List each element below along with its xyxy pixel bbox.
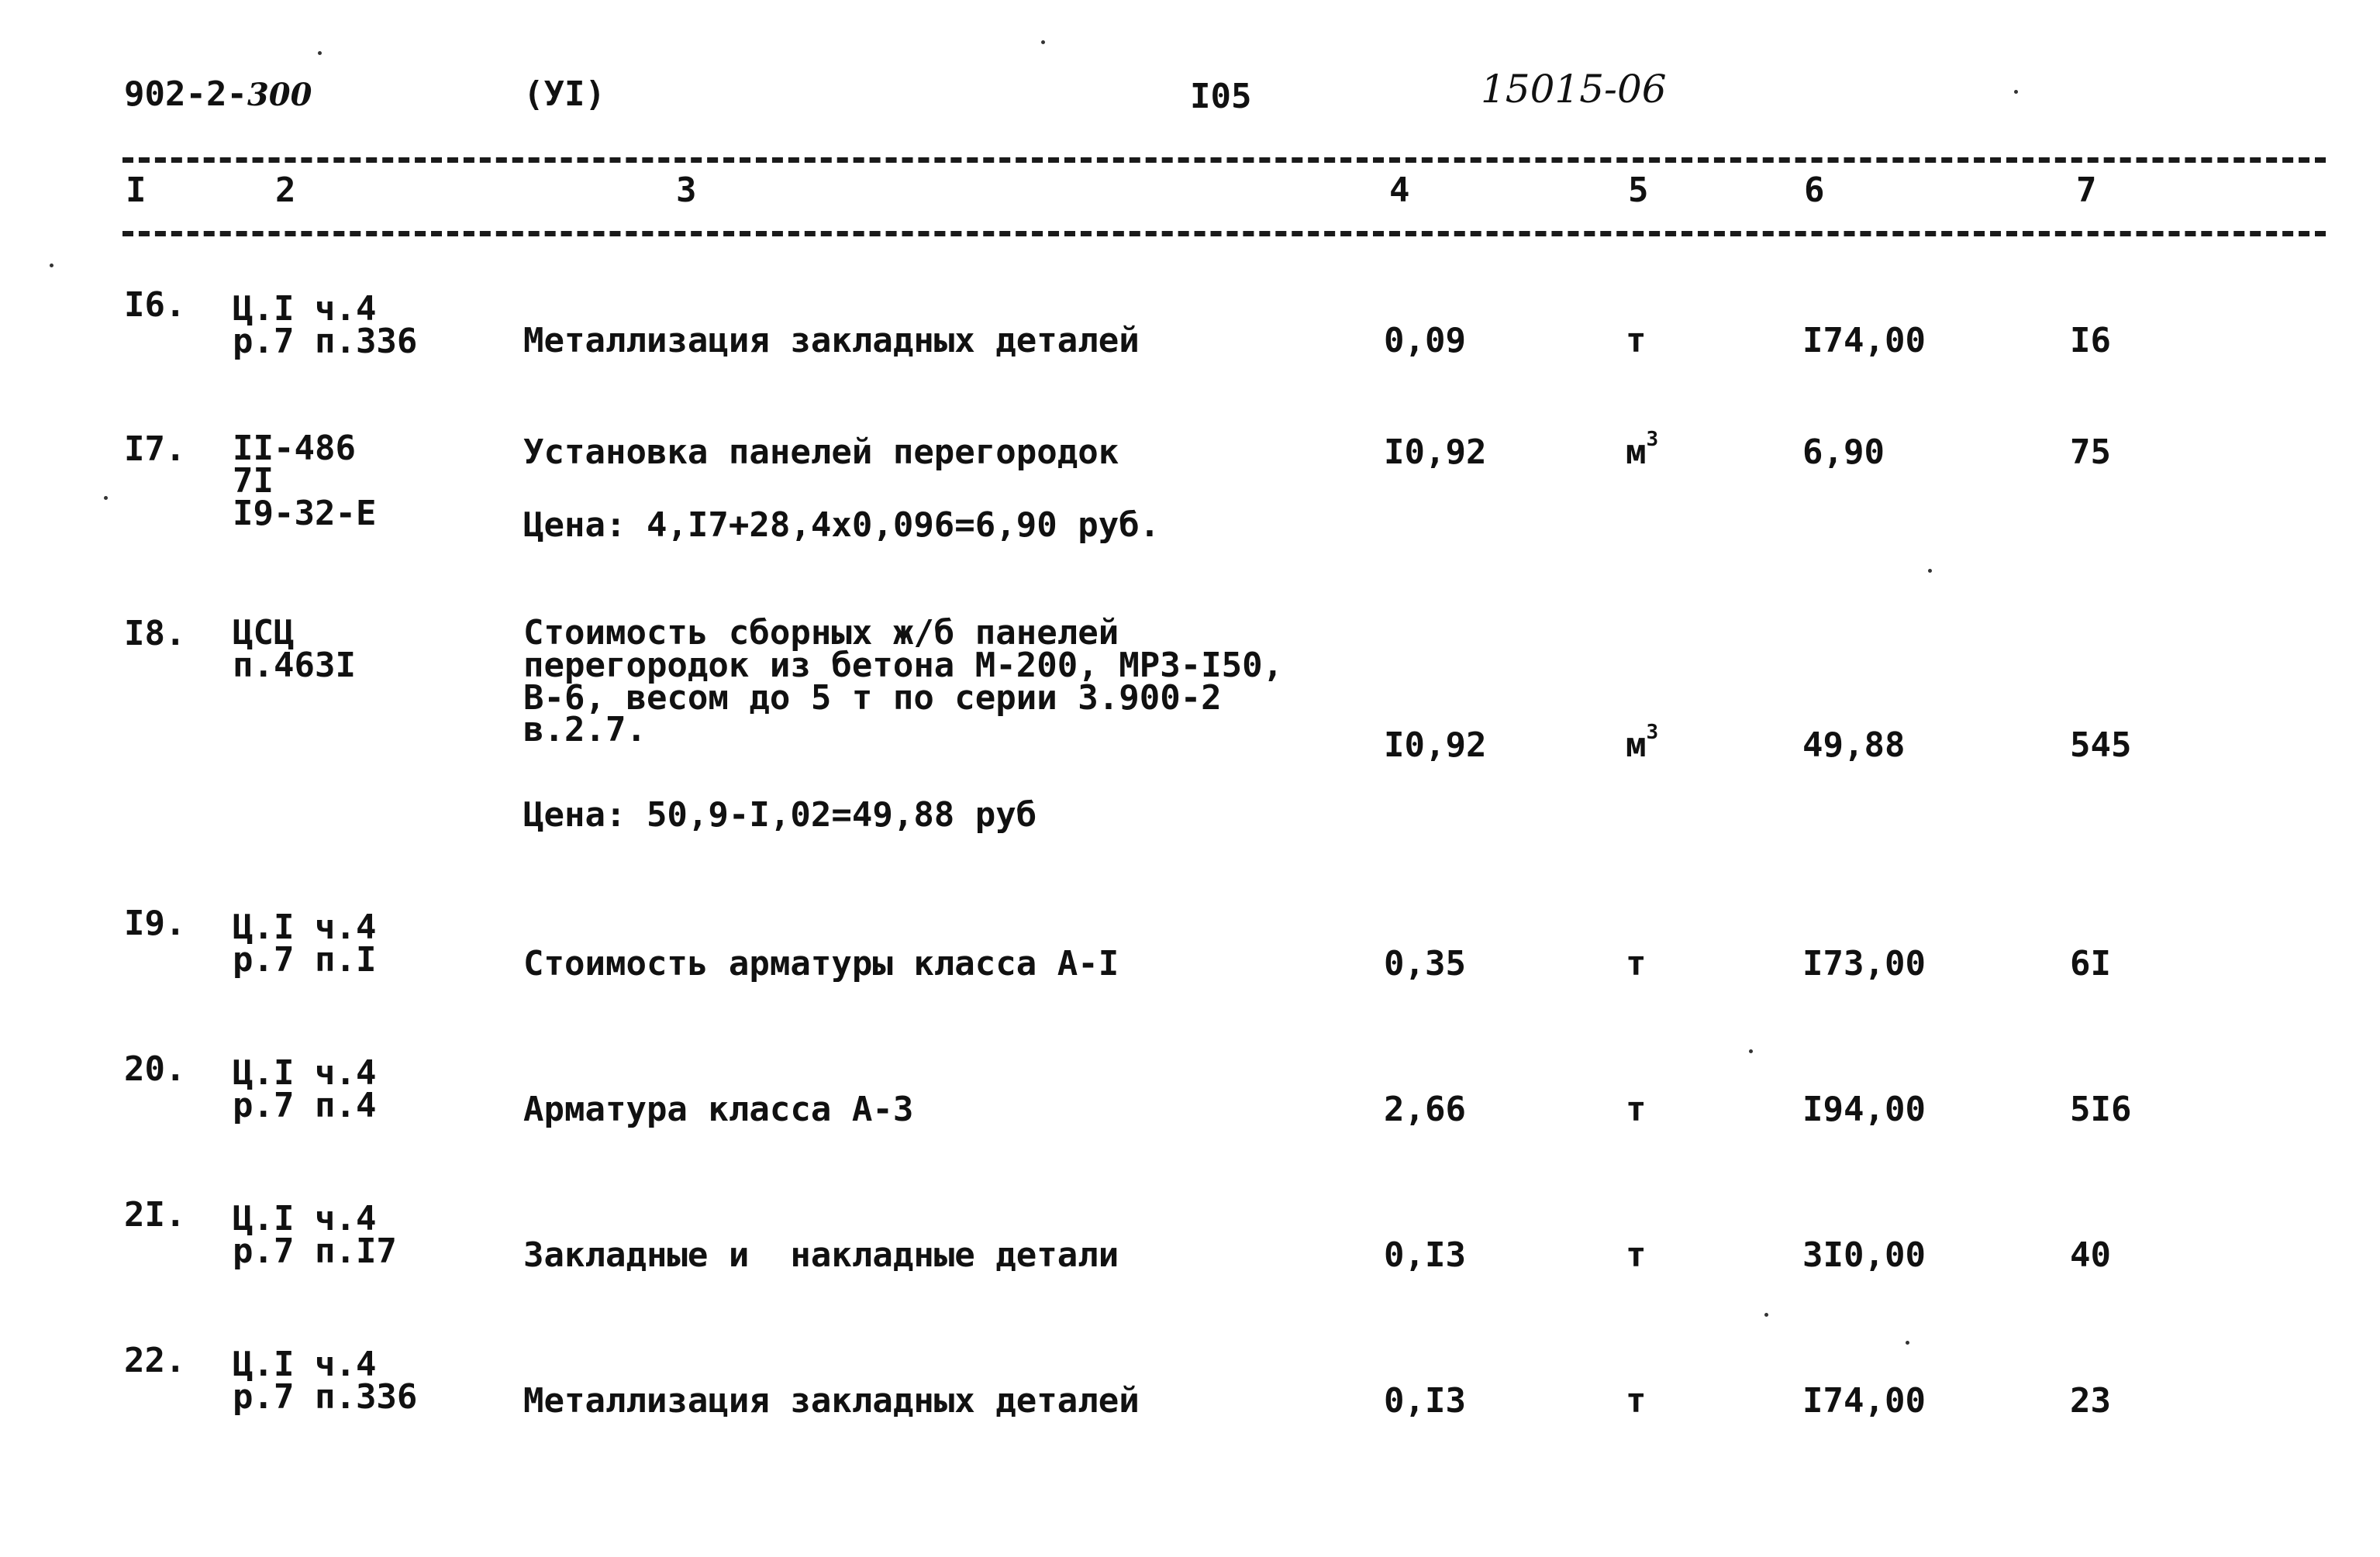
row-total: 545 (2070, 725, 2132, 765)
row-unit-price: I74,00 (1802, 321, 1926, 360)
row-reference: Ц.I ч.4 р.7 п.I7 (233, 1199, 397, 1271)
page-number: I05 (1190, 77, 1252, 116)
row-total: I6 (2070, 321, 2111, 360)
row-unit: $м^3$ (1626, 428, 1659, 472)
document-code (124, 74, 312, 114)
scan-speck (104, 496, 108, 500)
scan-speck (1928, 569, 1932, 573)
row-quantity: 0,09 (1384, 321, 1466, 360)
handwritten-stamp-number: 15015-06 (1481, 67, 1667, 112)
row-reference: Ц.I ч.4 р.7 п.4 (233, 1053, 377, 1125)
row-unit-price: I74,00 (1802, 1381, 1926, 1421)
scan-speck (2014, 90, 2018, 94)
row-price-note: Цена: 4,I7+28,4х0,096=6,90 руб. (523, 505, 1161, 545)
document-code-typed: 902-2- (124, 74, 247, 114)
row-number: I8. (124, 614, 186, 653)
scan-speck (50, 264, 53, 267)
scan-speck (1764, 1313, 1768, 1317)
header-top-rule (122, 157, 2326, 163)
column-header-1: I (126, 171, 147, 210)
row-number: I6. (124, 285, 186, 325)
row-unit-price: 6,90 (1802, 432, 1885, 472)
row-total: 6I (2070, 944, 2111, 983)
row-number: 22. (124, 1341, 186, 1380)
row-unit-price: 3I0,00 (1802, 1235, 1926, 1275)
row-total: 75 (2070, 432, 2111, 472)
row-total: 23 (2070, 1381, 2111, 1421)
row-unit-price: I73,00 (1802, 944, 1926, 983)
row-quantity: 0,I3 (1384, 1235, 1466, 1275)
row-description: Установка панелей перегородок (523, 432, 1119, 472)
row-unit-price: 49,88 (1802, 725, 1906, 765)
row-reference: ЦСЦ п.463I (233, 613, 356, 685)
column-header-5: 5 (1628, 171, 1649, 210)
column-header-6: 6 (1804, 171, 1825, 210)
column-header-3: 3 (676, 171, 697, 210)
column-header-4: 4 (1389, 171, 1410, 210)
row-reference: Ц.I ч.4 р.7 п.I (233, 908, 377, 980)
row-unit: т (1626, 1235, 1647, 1275)
row-number: 20. (124, 1049, 186, 1089)
row-description: Стоимость сборных ж/б панелей перегородок из бетона М-200, МРЗ-I50, В-6, весом до 5 т по серии 3.900-2 в.2.7. (523, 613, 1284, 750)
row-number: I9. (124, 904, 186, 943)
scan-speck (1749, 1049, 1753, 1053)
row-unit: т (1626, 944, 1647, 983)
row-unit: $м^3$ (1626, 721, 1659, 765)
row-quantity: 0,35 (1384, 944, 1466, 983)
document-code-handwritten: 300 (247, 77, 312, 113)
section-label: (УI) (523, 74, 605, 114)
row-quantity: I0,92 (1384, 432, 1487, 472)
row-quantity: 2,66 (1384, 1090, 1466, 1129)
row-unit: т (1626, 1381, 1647, 1421)
row-description: Арматура класса А-3 (523, 1090, 914, 1129)
scan-speck (318, 51, 322, 55)
row-description: Металлизация закладных деталей (523, 321, 1140, 360)
row-number: I7. (124, 429, 186, 469)
row-quantity: 0,I3 (1384, 1381, 1466, 1421)
row-quantity: I0,92 (1384, 725, 1487, 765)
column-header-2: 2 (275, 171, 296, 210)
row-description: Металлизация закладных деталей (523, 1381, 1140, 1421)
header-bottom-rule (122, 231, 2326, 236)
row-price-note: Цена: 50,9-I,02=49,88 руб (523, 795, 1037, 835)
row-unit-price: I94,00 (1802, 1090, 1926, 1129)
row-reference: Ц.I ч.4 р.7 п.336 (233, 289, 418, 361)
row-description: Закладные и накладные детали (523, 1235, 1119, 1275)
scan-speck (1041, 40, 1045, 44)
row-number: 2I. (124, 1195, 186, 1235)
row-total: 40 (2070, 1235, 2111, 1275)
row-reference: Ц.I ч.4 р.7 п.336 (233, 1345, 418, 1417)
row-reference: II-486 7I I9-32-Е (233, 429, 377, 533)
row-total: 5I6 (2070, 1090, 2132, 1129)
scan-speck (1906, 1341, 1909, 1345)
column-header-7: 7 (2076, 171, 2097, 210)
row-description: Стоимость арматуры класса А-I (523, 944, 1119, 983)
row-unit: т (1626, 321, 1647, 360)
row-unit: т (1626, 1090, 1647, 1129)
